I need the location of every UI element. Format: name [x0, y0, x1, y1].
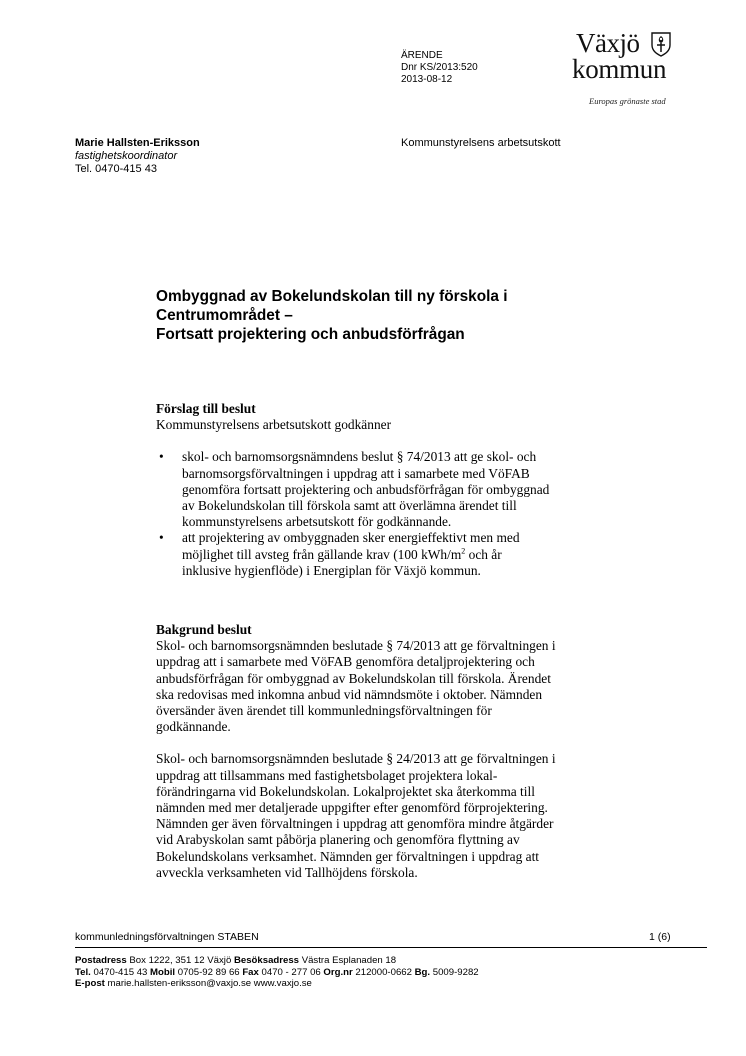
footer-phone-line: Tel. 0470-415 43 Mobil 0705-92 89 66 Fax 0470 - 277 06 Org.nr 212000-0662 Bg. 5009-9282	[75, 966, 479, 978]
case-reference	[401, 50, 478, 86]
footer-department: kommunledningsförvaltningen STABEN	[75, 931, 259, 943]
sender-name: Marie Hallsten-Eriksson	[75, 137, 200, 149]
sender-phone: Tel. 0470-415 43	[75, 163, 157, 175]
logo-tagline: Europas grönaste stad	[589, 96, 666, 106]
title-line-1: Ombyggnad av Bokelundskolan till ny förskola i	[156, 288, 508, 305]
background-paragraph-2: Skol- och barnomsorgsnämnden beslutade § 24/2013 att ge förvaltningen i uppdrag att tillsammans med fastighetsbolaget projektera lokal- förändringarna vid Bokelundskolan. Lokalprojektet ska återkomma till nämnden med mer detaljerade uppgifter efter genomförd förprojektering. Nämnden ger även förvaltningen i uppdrag att genomföra mindre åtgärder vid Arabyskolan samt påbörja planering och genomföra flyttning av Bokelundskolans verksamhet. Nämnden ger förvaltningen i uppdrag att avveckla verksamheten vid Tallhöjdens förskola.	[156, 751, 556, 880]
vaxjo-kommun-logo	[572, 30, 698, 110]
sender-role: fastighetskoordinator	[75, 150, 178, 162]
title-line-3: Fortsatt projektering och anbudsförfrågan	[156, 326, 465, 343]
footer-divider	[75, 947, 707, 948]
bullet-icon: •	[159, 449, 164, 465]
proposal-intro: Kommunstyrelsens arbetsutskott godkänner	[156, 417, 392, 433]
footer-email-line: E-post marie.hallsten-eriksson@vaxjo.se www.vaxjo.se	[75, 978, 312, 989]
background-paragraph-1: Skol- och barnomsorgsnämnden beslutade § 74/2013 att ge förvaltningen i uppdrag att i samarbete med VöFAB genomföra detaljprojektering och anbudsförfrågan för ombyggnad av Bokelundskolan till förskola. Ärendet ska redovisas med inkomna anbud vid nämndsmöte i oktober. Nämnden översänder även ärendet till kommunledningsförvaltningen för godkännande.	[156, 638, 556, 735]
footer-address-line: Postadress Box 1222, 351 12 Växjö Besöksadress Västra Esplanaden 18	[75, 955, 397, 966]
bullet-icon: •	[159, 530, 164, 546]
page-number: 1 (6)	[649, 931, 671, 943]
recipient: Kommunstyrelsens arbetsutskott	[401, 137, 561, 149]
proposal-section	[156, 401, 636, 579]
background-heading: Bakgrund beslut	[156, 622, 252, 637]
footer-contact	[75, 955, 479, 990]
list-item: • skol- och barnomsorgsnämndens beslut § 74/2013 att ge skol- och barnomsorgsförvaltningen i uppdrag att i samarbete med VöFAB genomföra fortsatt projektering och anbudsförfrågan för ombyggnad av Bokelundskolan till förskola samt att överlämna ärendet till kommunstyrelsens arbetsutskott för godkännande.	[159, 449, 550, 530]
logo-line-1: Växjö	[576, 28, 640, 58]
background-section	[156, 622, 646, 881]
document-title	[156, 287, 626, 344]
title-line-2: Centrumområdet –	[156, 307, 293, 324]
proposal-list	[156, 449, 636, 579]
list-item: • att projektering av ombyggnaden sker energieffektivt men med möjlighet till avsteg från gällande krav (100 kWh/$m^2$ och år inklusive hygienflöde) i Energiplan för Växjö kommun.	[159, 530, 520, 578]
document-type: ÄRENDE	[401, 50, 443, 61]
sender-block	[75, 137, 200, 176]
proposal-heading: Förslag till beslut	[156, 401, 256, 416]
document-date: 2013-08-12	[401, 74, 453, 85]
registration-number: Dnr KS/2013:520	[401, 62, 478, 73]
logo-line-2: kommun	[572, 54, 667, 84]
